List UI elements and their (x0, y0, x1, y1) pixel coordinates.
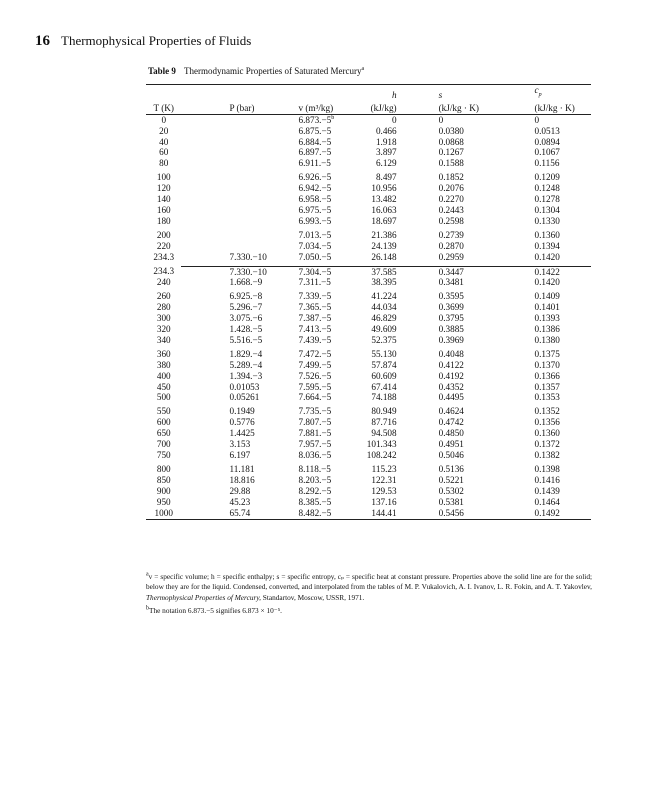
cell-volume: 8.292.−5 (298, 485, 332, 496)
cell-entropy: 0.3969 (438, 334, 464, 345)
cell-pressure: 1.394.−3 (229, 370, 263, 381)
cell-pressure (181, 172, 298, 183)
cell-temperature: 900 (156, 485, 171, 496)
cell-pressure: 0.01053 (229, 381, 260, 392)
cell-volume: 8.036.−5 (298, 450, 332, 461)
cell-volume: 7.807.−5 (298, 417, 332, 428)
table-row (146, 428, 591, 439)
cell-temperature: 180 (156, 215, 171, 226)
cell-volume: 6.926.−5 (298, 172, 332, 183)
cell-volume: 7.957.−5 (298, 439, 332, 450)
cell-temperature: 750 (156, 450, 171, 461)
cell-pressure (181, 216, 298, 230)
cell-entropy: 0.3885 (438, 324, 464, 335)
cell-specific-heat: 0.1357 (534, 381, 560, 392)
table-row (146, 230, 591, 241)
cell-specific-heat: 0.1439 (534, 485, 560, 496)
table-title-footnote-mark: a (361, 66, 365, 72)
cell-specific-heat: 0.1156 (534, 158, 560, 169)
cell-temperature: 0 (161, 114, 167, 125)
header-symbol-cp-sub: p (538, 91, 542, 98)
cell-entropy: 0.0380 (438, 125, 464, 136)
cell-specific-heat: 0.1394 (534, 240, 560, 251)
cell-specific-heat: 0.1360 (534, 428, 560, 439)
cell-entropy: 0.2270 (438, 194, 464, 205)
header-symbol-cp (491, 85, 591, 101)
cell-enthalpy: 44.034 (371, 302, 397, 313)
table-row (146, 371, 591, 382)
cell-temperature: 500 (156, 392, 171, 403)
cell-entropy: 0.2598 (438, 215, 464, 226)
cell-specific-heat: 0.1416 (534, 474, 560, 485)
cell-specific-heat: 0 (534, 114, 540, 125)
cell-pressure: 3.153 (229, 439, 251, 450)
cell-entropy: 0.2959 (438, 251, 464, 262)
table-row (146, 137, 591, 148)
cell-temperature: 800 (156, 463, 171, 474)
cell-temperature: 380 (156, 359, 171, 370)
cell-enthalpy: 52.375 (371, 334, 397, 345)
cell-temperature: 120 (156, 183, 171, 194)
cell-pressure: 0.1949 (229, 406, 255, 417)
cell-volume: 7.339.−5 (298, 291, 332, 302)
cell-specific-heat: 0.1422 (491, 266, 591, 277)
cell-pressure: 1.829.−4 (229, 348, 263, 359)
cell-temperature: 1000 (146, 508, 181, 520)
cell-temperature: 300 (156, 313, 171, 324)
cell-volume: 7.413.−5 (298, 324, 332, 335)
table-row (146, 158, 591, 172)
cell-specific-heat: 0.1380 (534, 334, 560, 345)
cell-enthalpy: 16.063 (371, 204, 397, 215)
table-row (146, 205, 591, 216)
column-header-entropy: (kJ/kg · K) (397, 101, 491, 115)
table-row (146, 313, 591, 324)
cell-volume: 7.311.−5 (298, 277, 331, 288)
cell-specific-heat: 0.1464 (534, 496, 560, 507)
cell-entropy: 0.2870 (438, 240, 464, 251)
cell-specific-heat: 0.1067 (534, 147, 560, 158)
cell-enthalpy: 13.482 (371, 194, 397, 205)
cell-temperature: 100 (156, 172, 171, 183)
table-row (146, 291, 591, 302)
cell-specific-heat: 0.0513 (534, 125, 560, 136)
cell-pressure: 5.516.−5 (229, 334, 263, 345)
cell-enthalpy: 41.224 (371, 291, 397, 302)
cell-pressure (181, 158, 298, 172)
cell-temperature: 40 (159, 136, 169, 147)
cell-temperature: 950 (156, 496, 171, 507)
cell-enthalpy: 55.130 (371, 348, 397, 359)
cell-entropy: 0.2076 (438, 183, 464, 194)
cell-enthalpy: 108.242 (366, 450, 397, 461)
table-row (146, 194, 591, 205)
cell-temperature: 80 (159, 158, 169, 169)
cell-temperature: 340 (156, 334, 171, 345)
table-row (146, 450, 591, 464)
cell-volume: 8.482.−5 (298, 508, 357, 520)
cell-entropy: 0.0868 (438, 136, 464, 147)
cell-entropy: 0.5221 (438, 474, 464, 485)
cell-volume: 8.203.−5 (298, 474, 332, 485)
cell-enthalpy: 46.829 (371, 313, 397, 324)
running-title: Thermophysical Properties of Fluids (61, 33, 252, 48)
cell-enthalpy: 80.949 (371, 406, 397, 417)
cell-enthalpy: 129.53 (371, 485, 397, 496)
cell-volume: $6.873.-5^b$ (298, 114, 335, 125)
footnote-b-text: The notation 6.873.−5 signifies 6.873 × 10⁻⁵. (149, 606, 282, 616)
cell-pressure (181, 230, 298, 241)
cell-specific-heat: 0.1352 (534, 406, 560, 417)
table-row (146, 266, 591, 277)
cell-temperature: 280 (156, 302, 171, 313)
cell-specific-heat: 0.1330 (534, 215, 560, 226)
cell-pressure: 7.330.−10 (229, 251, 267, 262)
cell-entropy: 0.4122 (438, 359, 464, 370)
cell-enthalpy: 3.897 (375, 147, 397, 158)
table-row (146, 252, 591, 266)
cell-pressure (181, 205, 298, 216)
cell-enthalpy: 37.585 (358, 266, 397, 277)
cell-specific-heat: 0.1356 (534, 417, 560, 428)
cell-pressure: 18.816 (229, 474, 255, 485)
table-row (146, 486, 591, 497)
table-row (146, 172, 591, 183)
table-row (146, 497, 591, 508)
cell-entropy: 0.1852 (438, 172, 464, 183)
cell-specific-heat: 0.1278 (534, 194, 560, 205)
footnote-b (146, 606, 592, 616)
cell-specific-heat: 0.1366 (534, 370, 560, 381)
table-row (146, 475, 591, 486)
column-header-temperature: T (K) (146, 101, 181, 115)
cell-enthalpy: 115.23 (371, 463, 397, 474)
cell-specific-heat: 0.1393 (534, 313, 560, 324)
cell-volume: 7.499.−5 (298, 359, 332, 370)
table-row (146, 382, 591, 393)
cell-entropy: 0.5456 (397, 508, 491, 520)
cell-entropy: 0.5381 (438, 496, 464, 507)
cell-enthalpy: 10.956 (371, 183, 397, 194)
cell-temperature: 650 (156, 428, 171, 439)
cell-entropy: 0.4352 (438, 381, 464, 392)
cell-enthalpy: 24.139 (371, 240, 397, 251)
cell-pressure: 0.5776 (229, 417, 255, 428)
cell-pressure: 0.05261 (229, 392, 260, 403)
cell-pressure: 11.181 (229, 463, 255, 474)
table-caption (148, 66, 364, 76)
cell-pressure (181, 126, 298, 137)
cell-pressure: 65.74 (181, 508, 298, 520)
page-header (35, 33, 251, 50)
cell-enthalpy: 1.918 (375, 136, 397, 147)
cell-temperature: 260 (156, 291, 171, 302)
cell-entropy: 0.3447 (397, 266, 491, 277)
cell-pressure: 6.197 (229, 450, 251, 461)
cell-volume: 7.881.−5 (298, 428, 332, 439)
cell-pressure: 6.925.−8 (229, 291, 263, 302)
cell-temperature: 550 (156, 406, 171, 417)
properties-table (146, 84, 591, 520)
first-row-footnote-mark: b (331, 114, 335, 121)
table-row (146, 114, 591, 125)
header-symbol-s: s (438, 89, 443, 100)
cell-volume: 6.884.−5 (298, 136, 332, 147)
cell-pressure: 45.23 (229, 496, 251, 507)
cell-specific-heat: 0.1304 (534, 204, 560, 215)
cell-volume: 6.911.−5 (298, 158, 331, 169)
cell-specific-heat: 0.1248 (534, 183, 560, 194)
cell-enthalpy: 122.31 (371, 474, 397, 485)
cell-pressure: 1.4425 (229, 428, 255, 439)
cell-temperature: 700 (156, 439, 171, 450)
table-body (146, 114, 591, 520)
cell-enthalpy: 38.395 (371, 277, 397, 288)
cell-volume: 8.385.−5 (298, 496, 332, 507)
cell-pressure: 7.330.−10 (181, 266, 298, 277)
cell-pressure (181, 114, 298, 125)
table-row (146, 147, 591, 158)
cell-specific-heat: 0.1492 (491, 508, 591, 520)
table-row (146, 439, 591, 450)
cell-entropy: 0.4495 (438, 392, 464, 403)
footnote-a-end: Standartov, Moscow, USSR, 1971. (260, 592, 365, 602)
cell-volume: 6.942.−5 (298, 183, 332, 194)
column-header-volume: v (m³/kg) (298, 101, 357, 115)
footnote-b-mark: b (146, 605, 149, 612)
cell-enthalpy: 0.466 (375, 125, 397, 136)
footnote-a (146, 572, 592, 603)
cell-temperature: 20 (159, 125, 169, 136)
cell-enthalpy: 60.609 (371, 370, 397, 381)
cell-pressure: 1.668.−9 (229, 277, 263, 288)
table-title: Thermodynamic Properties of Saturated Mercury (184, 66, 362, 76)
cell-pressure: 29.88 (229, 485, 251, 496)
cell-entropy: 0.4951 (438, 439, 464, 450)
cell-entropy: 0.4742 (438, 417, 464, 428)
cell-volume: 6.897.−5 (298, 147, 332, 158)
cell-enthalpy: 74.188 (371, 392, 397, 403)
cell-specific-heat: 0.1420 (534, 277, 560, 288)
cell-specific-heat: 0.1372 (534, 439, 560, 450)
column-header-specific-heat: (kJ/kg · K) (491, 101, 591, 115)
cell-specific-heat: 0.1420 (534, 251, 560, 262)
cell-volume: 7.526.−5 (298, 370, 332, 381)
cell-entropy: 0.3595 (438, 291, 464, 302)
cell-specific-heat: 0.1401 (534, 302, 560, 313)
cell-temperature: 450 (156, 381, 171, 392)
cell-entropy: 0.1588 (438, 158, 464, 169)
cell-enthalpy: 101.343 (366, 439, 397, 450)
cell-specific-heat: 0.1353 (534, 392, 560, 403)
cell-temperature: 60 (159, 147, 169, 158)
cell-specific-heat: 0.1409 (534, 291, 560, 302)
cell-entropy: 0.2739 (438, 229, 464, 240)
cell-entropy: 0.5302 (438, 485, 464, 496)
cell-pressure (181, 194, 298, 205)
cell-volume: 7.013.−5 (298, 229, 332, 240)
cell-temperature: 320 (156, 324, 171, 335)
table-row (146, 324, 591, 335)
cell-entropy: 0.3795 (438, 313, 464, 324)
cell-pressure: 3.075.−6 (229, 313, 263, 324)
cell-temperature: 600 (156, 417, 171, 428)
cell-pressure: 1.428.−5 (229, 324, 263, 335)
cell-enthalpy: 26.148 (371, 251, 397, 262)
table-row (146, 464, 591, 475)
cell-volume: 7.365.−5 (298, 302, 332, 313)
cell-pressure (181, 241, 298, 252)
cell-volume: 7.472.−5 (298, 348, 332, 359)
table-row (146, 406, 591, 417)
table-row (146, 335, 591, 349)
cell-temperature: 240 (156, 277, 171, 288)
page-number: 16 (35, 33, 50, 49)
cell-enthalpy: 8.497 (375, 172, 397, 183)
cell-pressure: 5.296.−7 (229, 302, 263, 313)
cell-temperature: 400 (156, 370, 171, 381)
cell-enthalpy: 6.129 (375, 158, 397, 169)
cell-entropy: 0.4850 (438, 428, 464, 439)
cell-entropy: 0.1267 (438, 147, 464, 158)
cell-entropy: 0.2443 (438, 204, 464, 215)
cell-volume: 6.975.−5 (298, 204, 332, 215)
cell-enthalpy: 18.697 (371, 215, 397, 226)
cell-temperature: 234.3 (153, 251, 175, 262)
cell-volume: 7.034.−5 (298, 240, 332, 251)
table-row (146, 183, 591, 194)
cell-specific-heat: 0.1370 (534, 359, 560, 370)
cell-pressure (181, 183, 298, 194)
cell-volume: 6.993.−5 (298, 215, 332, 226)
table-row (146, 360, 591, 371)
cell-volume: 7.595.−5 (298, 381, 332, 392)
cell-temperature: 160 (156, 204, 171, 215)
cell-entropy: 0 (438, 114, 444, 125)
cell-entropy: 0.5136 (438, 463, 464, 474)
cell-entropy: 0.5046 (438, 450, 464, 461)
table-row (146, 417, 591, 428)
cell-entropy: 0.3481 (438, 277, 464, 288)
footnote-a-mark: a (146, 571, 149, 578)
cell-temperature: 220 (156, 240, 171, 251)
cell-specific-heat: 0.1360 (534, 229, 560, 240)
cell-temperature: 200 (156, 229, 171, 240)
cell-entropy: 0.3699 (438, 302, 464, 313)
cell-enthalpy: 87.716 (371, 417, 397, 428)
cell-specific-heat: 0.1382 (534, 450, 560, 461)
cell-entropy: 0.4048 (438, 348, 464, 359)
header-symbol-h: h (392, 89, 397, 100)
cell-enthalpy: 21.386 (371, 229, 397, 240)
cell-enthalpy: 49.609 (371, 324, 397, 335)
cell-enthalpy: 144.41 (358, 508, 397, 520)
cell-enthalpy: 67.414 (371, 381, 397, 392)
cell-volume: 7.439.−5 (298, 334, 332, 345)
table-row (146, 508, 591, 520)
cell-enthalpy: 57.874 (371, 359, 397, 370)
cell-volume: 6.958.−5 (298, 194, 332, 205)
table-label: Table 9 (148, 66, 176, 76)
footnote-a-text: v = specific volume; h = specific enthalpy; s = specific entropy, cₚ = specific heat at constant pressure. Properties above the solid line are for the solid; below they are for the liquid. Condensed, converted, and interpolated from the tables of M. P. Vukalovich, A. I. Ivanov, L. R. Fokin, and A. T. Yakovlev, (146, 572, 592, 592)
table-row (146, 349, 591, 360)
table-row (146, 302, 591, 313)
cell-enthalpy: 0 (392, 114, 397, 125)
cell-entropy: 0.4192 (438, 370, 464, 381)
cell-enthalpy: 94.508 (371, 428, 397, 439)
column-header-pressure: P (bar) (181, 101, 298, 115)
cell-entropy: 0.4624 (438, 406, 464, 417)
cell-specific-heat: 0.1386 (534, 324, 560, 335)
cell-temperature: 234.3 (153, 266, 175, 277)
table-row (146, 126, 591, 137)
cell-volume: 8.118.−5 (298, 463, 331, 474)
cell-specific-heat: 0.0894 (534, 136, 560, 147)
cell-volume: 7.304.−5 (298, 266, 357, 277)
cell-specific-heat: 0.1375 (534, 348, 560, 359)
table-row (146, 216, 591, 230)
cell-temperature: 850 (156, 474, 171, 485)
cell-temperature: 140 (156, 194, 171, 205)
cell-temperature: 360 (156, 348, 171, 359)
footnote-a-source: Thermophysical Properties of Mercury, (146, 592, 261, 602)
cell-volume: 6.875.−5 (298, 125, 332, 136)
cell-specific-heat: 0.1209 (534, 172, 560, 183)
table-row (146, 277, 591, 291)
cell-enthalpy: 137.16 (371, 496, 397, 507)
cell-volume: 7.735.−5 (298, 406, 332, 417)
cell-pressure (181, 137, 298, 148)
cell-volume: 7.050.−5 (298, 251, 332, 262)
column-header-enthalpy: (kJ/kg) (358, 101, 397, 115)
cell-pressure: 5.289.−4 (229, 359, 263, 370)
table-row (146, 241, 591, 252)
cell-volume: 7.664.−5 (298, 392, 332, 403)
table-row (146, 392, 591, 406)
cell-pressure (181, 147, 298, 158)
header-symbol-cp-letter: c (534, 85, 539, 95)
cell-specific-heat: 0.1398 (534, 463, 560, 474)
footnotes (146, 572, 592, 620)
cell-volume: 7.387.−5 (298, 313, 332, 324)
